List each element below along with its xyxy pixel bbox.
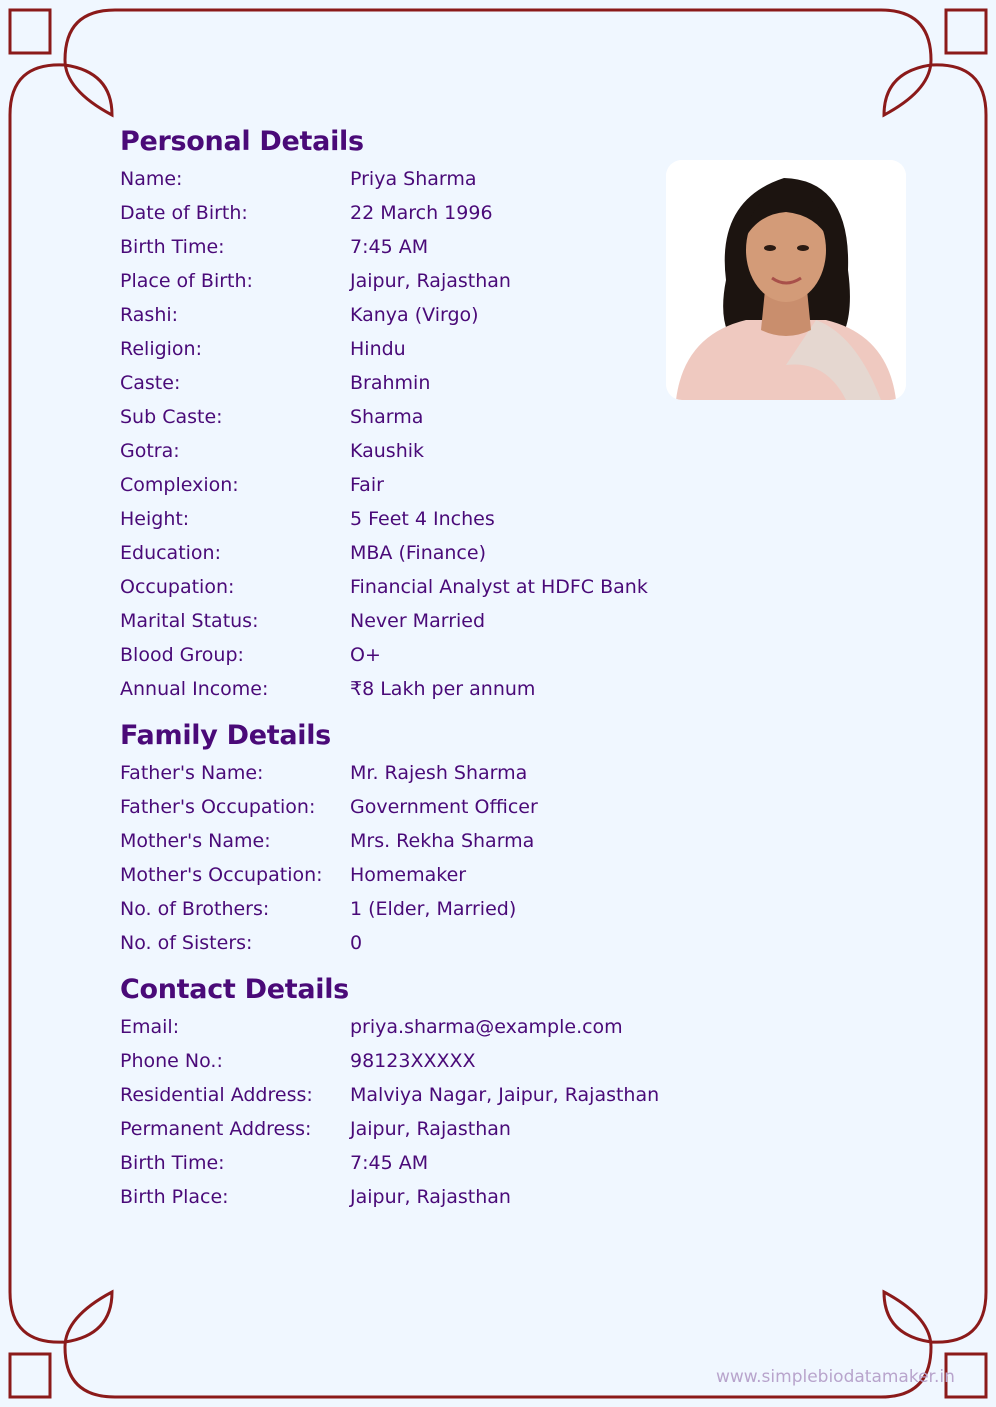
detail-label: Birth Time: xyxy=(120,1152,225,1174)
personal-detail-row xyxy=(120,502,740,536)
detail-value: Government Officer xyxy=(350,796,538,818)
detail-value: priya.sharma@example.com xyxy=(350,1016,623,1038)
detail-label: Blood Group: xyxy=(120,644,244,666)
detail-value: Never Married xyxy=(350,610,486,632)
detail-label: Complexion: xyxy=(120,474,239,496)
contact-detail-row xyxy=(120,1078,740,1112)
detail-label: Marital Status: xyxy=(120,610,259,632)
contact-detail-row xyxy=(120,1180,740,1214)
detail-value: Mr. Rajesh Sharma xyxy=(350,762,528,784)
detail-label: Height: xyxy=(120,508,190,530)
personal-detail-row xyxy=(120,638,740,672)
detail-label: Birth Time: xyxy=(120,236,225,258)
detail-label: Religion: xyxy=(120,338,203,360)
detail-label: Date of Birth: xyxy=(120,202,248,224)
personal-details-section xyxy=(120,122,740,706)
detail-value: 98123XXXXX xyxy=(350,1050,476,1072)
detail-label: No. of Brothers: xyxy=(120,898,270,920)
personal-detail-row xyxy=(120,366,740,400)
detail-value: Kanya (Virgo) xyxy=(350,304,479,326)
contact-detail-row xyxy=(120,1044,740,1078)
personal-detail-row xyxy=(120,332,740,366)
detail-value: 0 xyxy=(350,932,363,954)
family-detail-row xyxy=(120,926,740,960)
family-detail-row xyxy=(120,790,740,824)
personal-detail-row xyxy=(120,298,740,332)
contact-detail-row xyxy=(120,1112,740,1146)
detail-label: Name: xyxy=(120,168,183,190)
detail-value: Brahmin xyxy=(350,372,431,394)
contact-details-section xyxy=(120,970,740,1214)
detail-label: Mother's Name: xyxy=(120,830,271,852)
detail-value: Sharma xyxy=(350,406,424,428)
contact-detail-row xyxy=(120,1010,740,1044)
personal-detail-row xyxy=(120,604,740,638)
contact-detail-row xyxy=(120,1146,740,1180)
family-detail-row xyxy=(120,824,740,858)
detail-label: Sub Caste: xyxy=(120,406,223,428)
detail-value: Priya Sharma xyxy=(350,168,477,190)
detail-label: Caste: xyxy=(120,372,181,394)
contact-details-list xyxy=(120,1010,740,1214)
family-details-section xyxy=(120,716,740,960)
personal-detail-row xyxy=(120,162,740,196)
personal-detail-row xyxy=(120,230,740,264)
family-detail-row xyxy=(120,858,740,892)
detail-value: 5 Feet 4 Inches xyxy=(350,508,495,530)
family-detail-row xyxy=(120,756,740,790)
detail-label: Father's Occupation: xyxy=(120,796,316,818)
detail-label: Gotra: xyxy=(120,440,180,462)
personal-detail-row xyxy=(120,434,740,468)
personal-detail-row xyxy=(120,536,740,570)
detail-value: MBA (Finance) xyxy=(350,542,486,564)
detail-label: Place of Birth: xyxy=(120,270,253,292)
family-detail-row xyxy=(120,892,740,926)
detail-label: Rashi: xyxy=(120,304,179,326)
detail-label: Residential Address: xyxy=(120,1084,313,1106)
detail-label: No. of Sisters: xyxy=(120,932,253,954)
detail-label: Annual Income: xyxy=(120,678,269,700)
detail-value: Jaipur, Rajasthan xyxy=(350,1118,511,1140)
detail-value: 7:45 AM xyxy=(350,1152,429,1174)
detail-label: Phone No.: xyxy=(120,1050,223,1072)
watermark: www.simplebiodatamaker.in xyxy=(716,1367,955,1387)
personal-details-heading: Personal Details xyxy=(120,126,364,157)
detail-value: 1 (Elder, Married) xyxy=(350,898,517,920)
detail-value: Mrs. Rekha Sharma xyxy=(350,830,535,852)
personal-detail-row xyxy=(120,468,740,502)
detail-label: Occupation: xyxy=(120,576,235,598)
detail-label: Birth Place: xyxy=(120,1186,229,1208)
detail-value: Financial Analyst at HDFC Bank xyxy=(350,576,648,598)
detail-label: Education: xyxy=(120,542,221,564)
contact-details-heading: Contact Details xyxy=(120,974,349,1005)
detail-label: Mother's Occupation: xyxy=(120,864,323,886)
detail-label: Permanent Address: xyxy=(120,1118,312,1140)
detail-label: Father's Name: xyxy=(120,762,264,784)
personal-detail-row xyxy=(120,196,740,230)
personal-detail-row xyxy=(120,400,740,434)
personal-detail-row xyxy=(120,672,740,706)
detail-value: Malviya Nagar, Jaipur, Rajasthan xyxy=(350,1084,660,1106)
detail-value: Jaipur, Rajasthan xyxy=(350,270,511,292)
detail-value: 22 March 1996 xyxy=(350,202,493,224)
detail-value: ₹8 Lakh per annum xyxy=(350,678,536,700)
personal-detail-row xyxy=(120,570,740,604)
detail-value: Hindu xyxy=(350,338,406,360)
detail-value: Jaipur, Rajasthan xyxy=(350,1186,511,1208)
personal-detail-row xyxy=(120,264,740,298)
family-details-heading: Family Details xyxy=(120,720,331,751)
detail-value: Kaushik xyxy=(350,440,425,462)
detail-value: Homemaker xyxy=(350,864,467,886)
detail-value: 7:45 AM xyxy=(350,236,429,258)
detail-label: Email: xyxy=(120,1016,180,1038)
family-details-list xyxy=(120,756,740,960)
personal-details-list xyxy=(120,162,740,706)
detail-value: Fair xyxy=(350,474,384,496)
detail-value: O+ xyxy=(350,644,381,666)
